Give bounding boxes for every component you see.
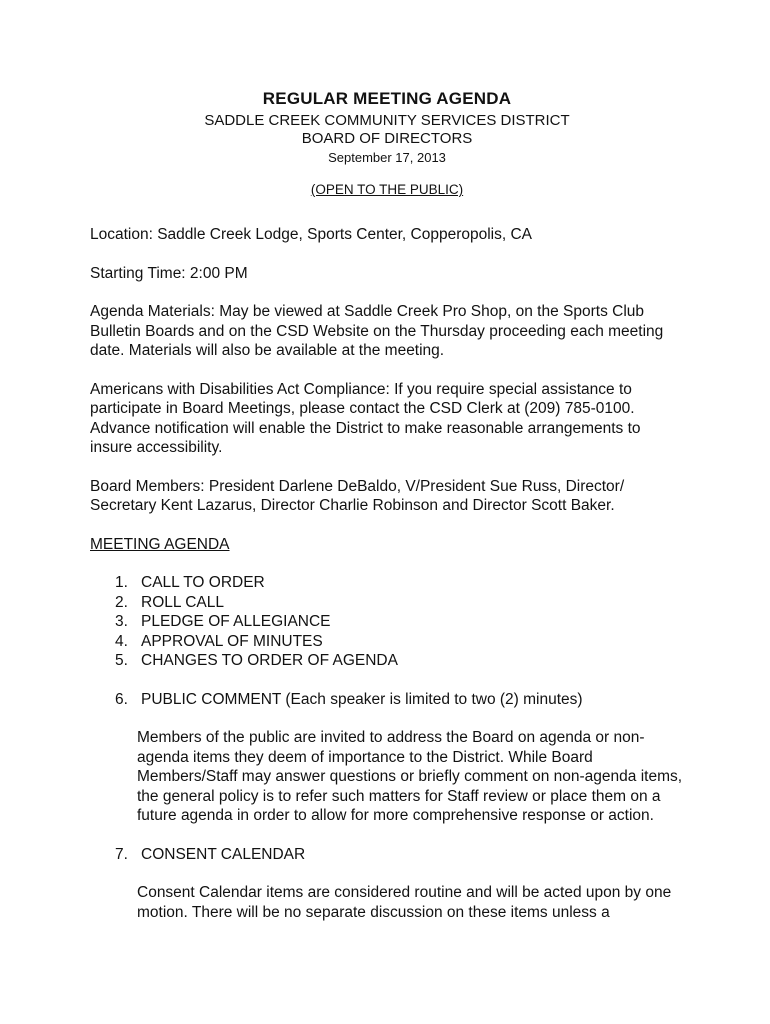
- agenda-item-text: APPROVAL OF MINUTES: [141, 632, 323, 650]
- page-title: REGULAR MEETING AGENDA: [262, 89, 512, 108]
- meeting-agenda-heading: MEETING AGENDA: [90, 535, 230, 553]
- agenda-item-number: 1.: [115, 574, 128, 591]
- agenda-item-2: [90, 593, 684, 613]
- agenda-item-7: [90, 845, 684, 865]
- agenda-item-1: [90, 573, 684, 593]
- agenda-item-7-detail: Consent Calendar items are considered routine and will be acted upon by one motion. There will be no separate discussion on these items unless a: [137, 884, 672, 921]
- agenda-item-number: 2.: [115, 593, 128, 611]
- agenda-item-5: [90, 651, 684, 671]
- agenda-item-number: 4.: [115, 632, 128, 650]
- document-header: [90, 88, 684, 198]
- agenda-item-text: CHANGES TO ORDER OF AGENDA: [141, 652, 398, 669]
- agenda-item-4: [90, 632, 684, 652]
- agenda-materials-paragraph: Agenda Materials: May be viewed at Saddle Creek Pro Shop, on the Sports Club Bulletin Boards and on the CSD Website on the Thursday proceeding each meeting date. Materials will also be available at the meeting.: [90, 303, 664, 359]
- board-name: BOARD OF DIRECTORS: [301, 130, 473, 147]
- agenda-item-number: 5.: [115, 652, 128, 669]
- agenda-item-text: CONSENT CALENDAR: [141, 845, 306, 863]
- starting-time-line: Starting Time: 2:00 PM: [90, 264, 248, 282]
- organization-name: SADDLE CREEK COMMUNITY SERVICES DISTRICT: [204, 112, 570, 129]
- public-notice: (OPEN TO THE PUBLIC): [310, 182, 464, 197]
- agenda-item-text: ROLL CALL: [141, 593, 224, 611]
- agenda-item-text: CALL TO ORDER: [141, 574, 265, 591]
- location-line: Location: Saddle Creek Lodge, Sports Center, Copperopolis, CA: [90, 226, 533, 243]
- agenda-item-number: 3.: [115, 613, 128, 630]
- ada-compliance-paragraph: Americans with Disabilities Act Compliance: If you require special assistance to participate in Board Meetings, please contact the CSD Clerk at (209) 785-0100. Advance notification will enable the District to make reasonable arrangements to insure accessibility.: [90, 380, 641, 456]
- agenda-item-6: [90, 690, 684, 710]
- agenda-item-number: 7.: [115, 845, 128, 863]
- board-members-paragraph: Board Members: President Darlene DeBaldo, V/President Sue Russ, Director/ Secretary Kent Lazarus, Director Charlie Robinson and Director Scott Baker.: [90, 477, 625, 514]
- agenda-list: [90, 573, 684, 922]
- agenda-item-text: PLEDGE OF ALLEGIANCE: [141, 613, 331, 630]
- agenda-item-3: [90, 612, 684, 632]
- agenda-item-6-detail: Members of the public are invited to address the Board on agenda or non-agenda items they deem of importance to the District. While Board Members/Staff may answer questions or briefly comment on non-agenda items, the general policy is to refer such matters for Staff review or place them on a future agenda in order to allow for more comprehensive response or action.: [137, 729, 683, 824]
- agenda-item-number: 6.: [115, 690, 128, 708]
- agenda-item-text: PUBLIC COMMENT (Each speaker is limited to two (2) minutes): [141, 690, 583, 708]
- meeting-date: September 17, 2013: [328, 150, 446, 165]
